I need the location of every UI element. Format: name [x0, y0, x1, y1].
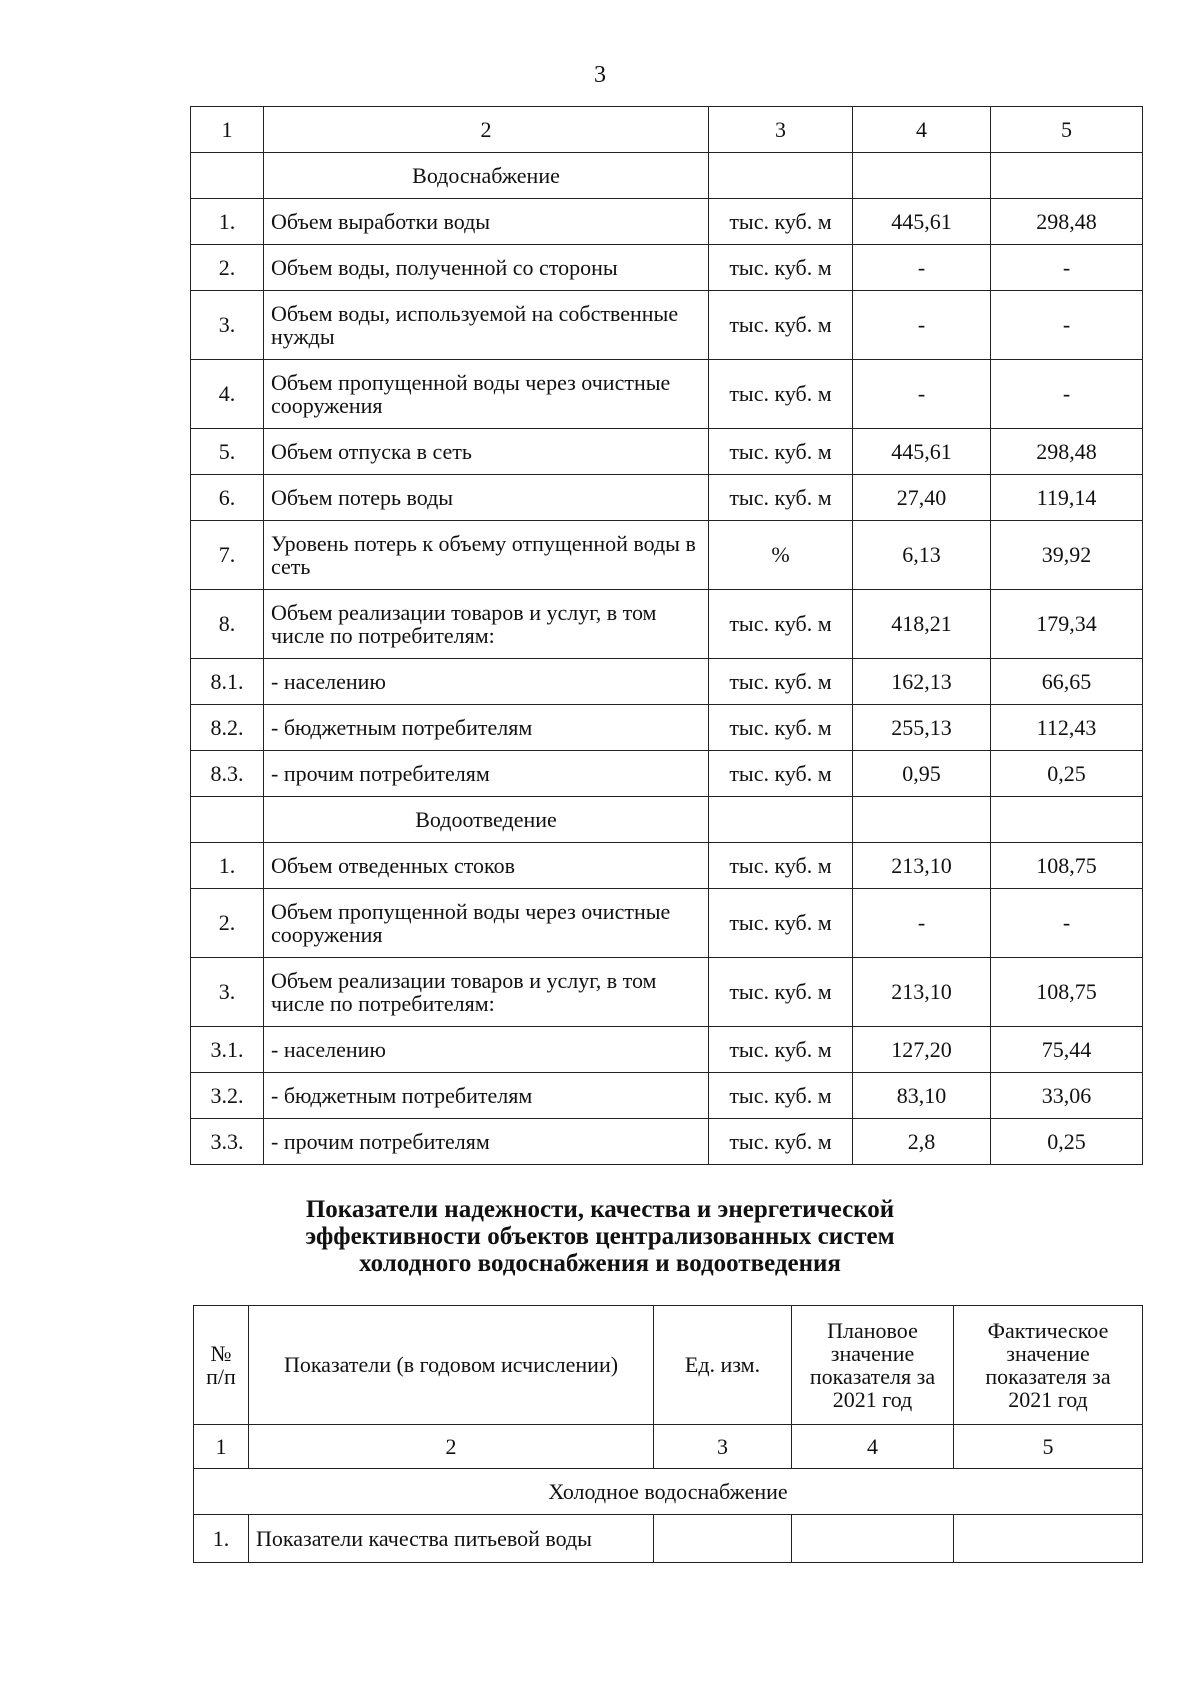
row-plan: 445,61 [853, 199, 991, 245]
table-row [191, 245, 1143, 291]
row-plan: 6,13 [853, 521, 991, 590]
row-number: 3. [191, 958, 264, 1027]
row-fact: 112,43 [991, 705, 1143, 751]
row-plan: 2,8 [853, 1119, 991, 1165]
row-unit: тыс. куб. м [709, 889, 853, 958]
section-row [194, 1469, 1143, 1515]
row-name: - прочим потребителям [264, 751, 709, 797]
row-name: Объем пропущенной воды через очистные сооружения [264, 360, 709, 429]
row-plan: - [853, 360, 991, 429]
col-number-cell: 2 [249, 1425, 654, 1469]
row-name: Уровень потерь к объему отпущенной воды в сеть [264, 521, 709, 590]
row-unit: тыс. куб. м [709, 958, 853, 1027]
row-plan: 255,13 [853, 705, 991, 751]
row-name: - населению [264, 659, 709, 705]
table-row [194, 1515, 1143, 1563]
col-number-cell: 4 [792, 1425, 954, 1469]
row-unit: тыс. куб. м [709, 1027, 853, 1073]
row-name: Объем воды, полученной со стороны [264, 245, 709, 291]
row-unit: тыс. куб. м [709, 1119, 853, 1165]
section-title: Водоотведение [264, 797, 709, 843]
row-fact: 298,48 [991, 199, 1143, 245]
table-header-row [194, 1306, 1143, 1425]
row-name: - прочим потребителям [264, 1119, 709, 1165]
row-unit: тыс. куб. м [709, 475, 853, 521]
row-unit: тыс. куб. м [709, 705, 853, 751]
empty-cell [191, 153, 264, 199]
col-number-cell: 1 [191, 107, 264, 153]
empty-cell [709, 153, 853, 199]
heading-line: холодного водоснабжения и водоотведения [359, 1250, 841, 1277]
row-name: - бюджетным потребителям [264, 1073, 709, 1119]
row-number: 3.3. [191, 1119, 264, 1165]
reliability-indicators-table [193, 1305, 1143, 1563]
row-plan: 445,61 [853, 429, 991, 475]
row-unit: тыс. куб. м [709, 843, 853, 889]
row-number: 1. [191, 843, 264, 889]
row-plan: 162,13 [853, 659, 991, 705]
table-row [191, 1027, 1143, 1073]
row-fact [954, 1515, 1143, 1563]
row-fact: - [991, 360, 1143, 429]
row-name: Объем отведенных стоков [264, 843, 709, 889]
row-plan: 127,20 [853, 1027, 991, 1073]
row-name: Объем реализации товаров и услуг, в том числе по потребителям: [264, 590, 709, 659]
row-number: 3. [191, 291, 264, 360]
header-unit: Ед. изм. [654, 1306, 792, 1425]
empty-cell [991, 153, 1143, 199]
row-fact: 298,48 [991, 429, 1143, 475]
col-number-cell: 5 [954, 1425, 1143, 1469]
table-row [191, 475, 1143, 521]
table-row [191, 360, 1143, 429]
header-fact: Фактическое значение показателя за 2021 год [954, 1306, 1143, 1425]
row-fact: 75,44 [991, 1027, 1143, 1073]
row-unit: тыс. куб. м [709, 590, 853, 659]
row-number: 3.2. [191, 1073, 264, 1119]
header-num: № п/п [194, 1306, 249, 1425]
row-number: 8.1. [191, 659, 264, 705]
row-fact: 33,06 [991, 1073, 1143, 1119]
column-number-row [191, 107, 1143, 153]
row-name: Объем потерь воды [264, 475, 709, 521]
table-row [191, 705, 1143, 751]
column-number-row [194, 1425, 1143, 1469]
row-plan: - [853, 291, 991, 360]
header-name: Показатели (в годовом исчислении) [249, 1306, 654, 1425]
row-fact: 0,25 [991, 751, 1143, 797]
row-name: Объем реализации товаров и услуг, в том числе по потребителям: [264, 958, 709, 1027]
row-fact: 39,92 [991, 521, 1143, 590]
table-row [191, 590, 1143, 659]
row-number: 8.3. [191, 751, 264, 797]
table-row [191, 659, 1143, 705]
row-fact: 108,75 [991, 958, 1143, 1027]
col-number-cell: 2 [264, 107, 709, 153]
page-number: 3 [594, 62, 606, 88]
row-unit: тыс. куб. м [709, 751, 853, 797]
table-row [191, 199, 1143, 245]
row-unit: тыс. куб. м [709, 1073, 853, 1119]
table-row [191, 521, 1143, 590]
row-fact: - [991, 291, 1143, 360]
row-fact: 66,65 [991, 659, 1143, 705]
empty-cell [991, 797, 1143, 843]
col-number-cell: 1 [194, 1425, 249, 1469]
section-title: Водоснабжение [264, 153, 709, 199]
heading-line: Показатели надежности, качества и энергетической [305, 1196, 895, 1223]
row-name: - населению [264, 1027, 709, 1073]
table-row [191, 751, 1143, 797]
table-row [191, 1119, 1143, 1165]
row-fact: 119,14 [991, 475, 1143, 521]
row-plan: - [853, 889, 991, 958]
section-row [191, 153, 1143, 199]
row-unit [654, 1515, 792, 1563]
header-plan: Плановое значение показателя за 2021 год [792, 1306, 954, 1425]
row-plan: - [853, 245, 991, 291]
row-number: 7. [191, 521, 264, 590]
row-plan: 83,10 [853, 1073, 991, 1119]
row-number: 6. [191, 475, 264, 521]
row-plan [792, 1515, 954, 1563]
row-unit: тыс. куб. м [709, 429, 853, 475]
row-number: 4. [191, 360, 264, 429]
row-plan: 213,10 [853, 958, 991, 1027]
row-fact: 108,75 [991, 843, 1143, 889]
row-number: 1. [191, 199, 264, 245]
section-row [191, 797, 1143, 843]
empty-cell [853, 153, 991, 199]
empty-cell [853, 797, 991, 843]
table-row [191, 843, 1143, 889]
row-fact: - [991, 889, 1143, 958]
row-number: 5. [191, 429, 264, 475]
row-plan: 27,40 [853, 475, 991, 521]
col-number-cell: 5 [991, 107, 1143, 153]
indicators-heading [0, 1196, 1200, 1277]
row-number: 3.1. [191, 1027, 264, 1073]
table-row [191, 958, 1143, 1027]
row-plan: 213,10 [853, 843, 991, 889]
row-unit: % [709, 521, 853, 590]
row-number: 8. [191, 590, 264, 659]
row-plan: 0,95 [853, 751, 991, 797]
row-name: Объем воды, используемой на собственные нужды [264, 291, 709, 360]
col-number-cell: 3 [654, 1425, 792, 1469]
row-unit: тыс. куб. м [709, 291, 853, 360]
row-unit: тыс. куб. м [709, 659, 853, 705]
row-name: Объем отпуска в сеть [264, 429, 709, 475]
table-row [191, 429, 1143, 475]
row-fact: 179,34 [991, 590, 1143, 659]
row-unit: тыс. куб. м [709, 245, 853, 291]
row-name: - бюджетным потребителям [264, 705, 709, 751]
row-name: Объем выработки воды [264, 199, 709, 245]
col-number-cell: 4 [853, 107, 991, 153]
table-row [191, 1073, 1143, 1119]
row-plan: 418,21 [853, 590, 991, 659]
row-unit: тыс. куб. м [709, 360, 853, 429]
row-fact: - [991, 245, 1143, 291]
heading-line: эффективности объектов централизованных систем [305, 1223, 895, 1250]
col-number-cell: 3 [709, 107, 853, 153]
row-name: Показатели качества питьевой воды [249, 1515, 654, 1563]
table-row [191, 889, 1143, 958]
row-name: Объем пропущенной воды через очистные сооружения [264, 889, 709, 958]
row-number: 2. [191, 889, 264, 958]
row-number: 1. [194, 1515, 249, 1563]
empty-cell [709, 797, 853, 843]
empty-cell [191, 797, 264, 843]
table-row [191, 291, 1143, 360]
row-fact: 0,25 [991, 1119, 1143, 1165]
water-balance-table [190, 106, 1143, 1165]
row-number: 8.2. [191, 705, 264, 751]
section-title: Холодное водоснабжение [194, 1469, 1143, 1515]
row-number: 2. [191, 245, 264, 291]
row-unit: тыс. куб. м [709, 199, 853, 245]
